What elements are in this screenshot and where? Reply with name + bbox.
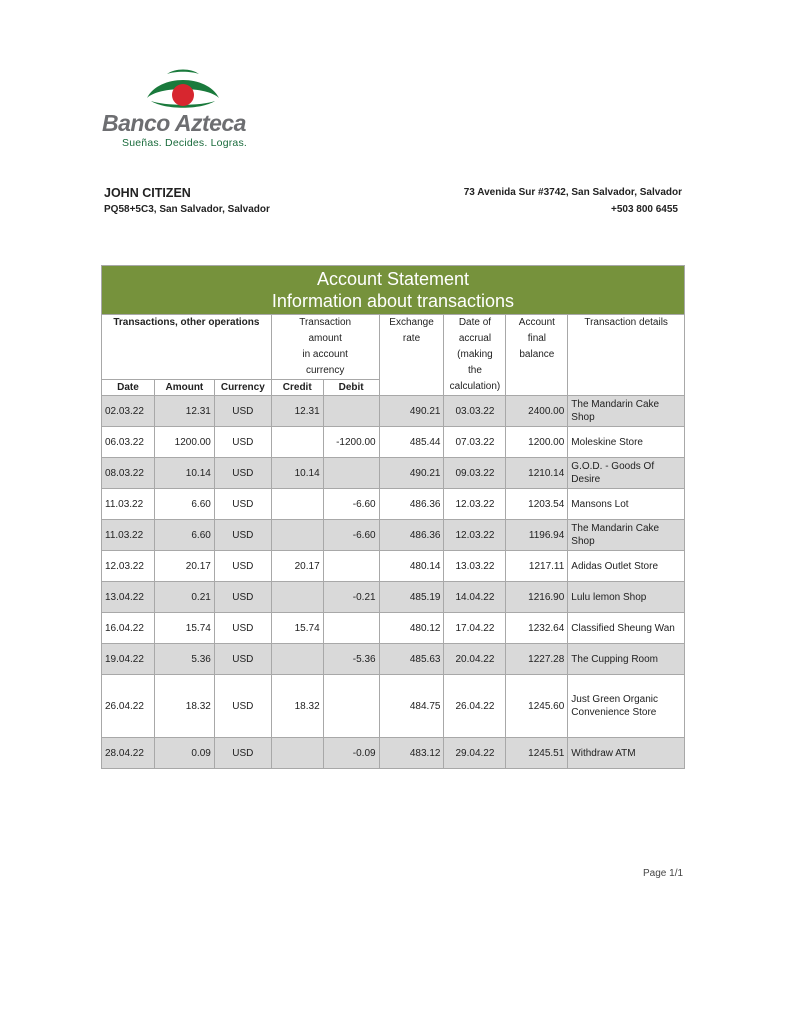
cell-credit <box>271 582 323 613</box>
bank-address: 73 Avenida Sur #3742, San Salvador, Salvador <box>463 187 682 198</box>
cell-currency: USD <box>214 551 271 582</box>
table-row <box>102 738 685 769</box>
cell-details: Lulu lemon Shop <box>568 582 685 613</box>
cell-date: 11.03.22 <box>102 489 155 520</box>
cell-accrual: 29.04.22 <box>444 738 506 769</box>
cell-date: 19.04.22 <box>102 644 155 675</box>
statement-table <box>101 265 685 769</box>
cell-currency: USD <box>214 520 271 551</box>
header-line: calculation) <box>449 381 501 392</box>
header-line: Exchange <box>389 317 434 328</box>
cell-rate: 485.44 <box>379 427 444 458</box>
table-row <box>102 582 685 613</box>
cell-balance: 1217.11 <box>506 551 568 582</box>
cell-rate: 486.36 <box>379 520 444 551</box>
cell-details: Adidas Outlet Store <box>568 551 685 582</box>
bank-phone: +503 800 6455 <box>610 204 678 215</box>
cell-credit <box>271 738 323 769</box>
cell-currency: USD <box>214 396 271 427</box>
cell-date: 08.03.22 <box>102 458 155 489</box>
cell-details: Classified Sheung Wan <box>568 613 685 644</box>
cell-amount: 20.17 <box>154 551 214 582</box>
header-line: Account <box>518 317 555 328</box>
header-exchange-rate <box>379 315 444 396</box>
cell-currency: USD <box>214 582 271 613</box>
header-currency: Currency <box>214 380 271 396</box>
cell-date: 13.04.22 <box>102 582 155 613</box>
cell-rate: 483.12 <box>379 738 444 769</box>
logo-emblem-icon <box>145 68 221 110</box>
bank-name: Banco Azteca <box>102 110 246 136</box>
header-amount: Amount <box>154 380 214 396</box>
header-line: Transaction <box>299 317 352 328</box>
cell-balance: 1216.90 <box>506 582 568 613</box>
cell-rate: 480.12 <box>379 613 444 644</box>
cell-accrual: 14.04.22 <box>444 582 506 613</box>
cell-details: The Mandarin Cake Shop <box>568 520 685 551</box>
cell-rate: 486.36 <box>379 489 444 520</box>
cell-credit: 10.14 <box>271 458 323 489</box>
cell-debit <box>323 675 379 738</box>
cell-date: 16.04.22 <box>102 613 155 644</box>
cell-credit: 12.31 <box>271 396 323 427</box>
cell-rate: 485.63 <box>379 644 444 675</box>
table-row <box>102 396 685 427</box>
cell-amount: 6.60 <box>154 520 214 551</box>
cell-rate: 480.14 <box>379 551 444 582</box>
cell-debit: -5.36 <box>323 644 379 675</box>
cell-date: 02.03.22 <box>102 396 155 427</box>
cell-rate: 484.75 <box>379 675 444 738</box>
customer-address: PQ58+5C3, San Salvador, Salvador <box>104 204 270 215</box>
table-row <box>102 675 685 738</box>
header-details: Transaction details <box>568 315 685 396</box>
cell-debit <box>323 551 379 582</box>
cell-balance: 1245.51 <box>506 738 568 769</box>
statement-subtitle: Information about transactions <box>271 291 515 311</box>
cell-currency: USD <box>214 458 271 489</box>
cell-date: 26.04.22 <box>102 675 155 738</box>
header-transactions-group: Transactions, other operations <box>102 315 272 380</box>
header-line: rate <box>402 333 421 344</box>
cell-date: 12.03.22 <box>102 551 155 582</box>
cell-details: The Cupping Room <box>568 644 685 675</box>
cell-details: Moleskine Store <box>568 427 685 458</box>
cell-accrual: 12.03.22 <box>444 489 506 520</box>
cell-accrual: 13.03.22 <box>444 551 506 582</box>
cell-currency: USD <box>214 427 271 458</box>
cell-accrual: 12.03.22 <box>444 520 506 551</box>
header-accrual-date <box>444 315 506 396</box>
cell-balance: 1200.00 <box>506 427 568 458</box>
cell-rate: 485.19 <box>379 582 444 613</box>
header-line: (making <box>457 349 493 360</box>
cell-credit <box>271 427 323 458</box>
cell-debit <box>323 458 379 489</box>
table-row <box>102 644 685 675</box>
cell-date: 11.03.22 <box>102 520 155 551</box>
cell-debit: -1200.00 <box>323 427 379 458</box>
cell-amount: 18.32 <box>154 675 214 738</box>
cell-balance: 1245.60 <box>506 675 568 738</box>
header-line: final <box>527 333 547 344</box>
header-line: amount <box>308 333 342 344</box>
table-row <box>102 427 685 458</box>
header-line: balance <box>519 349 555 360</box>
cell-balance: 1203.54 <box>506 489 568 520</box>
header-line: Date of <box>458 317 492 328</box>
cell-date: 28.04.22 <box>102 738 155 769</box>
cell-accrual: 20.04.22 <box>444 644 506 675</box>
cell-currency: USD <box>214 613 271 644</box>
table-row <box>102 458 685 489</box>
cell-accrual: 09.03.22 <box>444 458 506 489</box>
table-row <box>102 551 685 582</box>
cell-accrual: 26.04.22 <box>444 675 506 738</box>
cell-details: Just Green Organic Convenience Store <box>568 675 685 738</box>
cell-amount: 0.21 <box>154 582 214 613</box>
cell-details: Withdraw ATM <box>568 738 685 769</box>
cell-balance: 1227.28 <box>506 644 568 675</box>
cell-currency: USD <box>214 675 271 738</box>
cell-balance: 1210.14 <box>506 458 568 489</box>
cell-debit: -6.60 <box>323 489 379 520</box>
cell-credit: 15.74 <box>271 613 323 644</box>
table-row <box>102 489 685 520</box>
cell-debit: -0.21 <box>323 582 379 613</box>
cell-balance: 2400.00 <box>506 396 568 427</box>
cell-credit: 18.32 <box>271 675 323 738</box>
cell-debit: -6.60 <box>323 520 379 551</box>
cell-amount: 12.31 <box>154 396 214 427</box>
table-row <box>102 520 685 551</box>
transactions-body <box>102 396 685 769</box>
header-amount-group <box>271 315 379 380</box>
statement-title: Account Statement <box>316 269 470 289</box>
header-line: the <box>468 365 482 376</box>
cell-amount: 10.14 <box>154 458 214 489</box>
table-row <box>102 613 685 644</box>
cell-details: Mansons Lot <box>568 489 685 520</box>
cell-details: The Mandarin Cake Shop <box>568 396 685 427</box>
header-line: currency <box>306 365 345 376</box>
customer-name: JOHN CITIZEN <box>104 186 191 200</box>
cell-debit <box>323 396 379 427</box>
cell-rate: 490.21 <box>379 396 444 427</box>
header-line: in account <box>302 349 348 360</box>
page-number: Page 1/1 <box>643 868 684 879</box>
cell-currency: USD <box>214 738 271 769</box>
bank-logo <box>100 68 270 150</box>
header-debit: Debit <box>323 380 379 396</box>
cell-debit <box>323 613 379 644</box>
cell-accrual: 07.03.22 <box>444 427 506 458</box>
cell-details: G.O.D. - Goods Of Desire <box>568 458 685 489</box>
cell-amount: 0.09 <box>154 738 214 769</box>
cell-amount: 15.74 <box>154 613 214 644</box>
header-final-balance <box>506 315 568 396</box>
cell-credit <box>271 489 323 520</box>
cell-date: 06.03.22 <box>102 427 155 458</box>
cell-currency: USD <box>214 489 271 520</box>
cell-currency: USD <box>214 644 271 675</box>
cell-debit: -0.09 <box>323 738 379 769</box>
cell-credit <box>271 644 323 675</box>
cell-accrual: 17.04.22 <box>444 613 506 644</box>
cell-credit <box>271 520 323 551</box>
header-date: Date <box>102 380 155 396</box>
header-line: accrual <box>458 333 492 344</box>
statement-banner <box>102 266 685 315</box>
cell-amount: 6.60 <box>154 489 214 520</box>
cell-rate: 490.21 <box>379 458 444 489</box>
cell-balance: 1232.64 <box>506 613 568 644</box>
bank-slogan: Sueñas. Decides. Logras. <box>122 137 248 149</box>
cell-amount: 5.36 <box>154 644 214 675</box>
header-credit: Credit <box>271 380 323 396</box>
cell-amount: 1200.00 <box>154 427 214 458</box>
cell-balance: 1196.94 <box>506 520 568 551</box>
cell-credit: 20.17 <box>271 551 323 582</box>
cell-accrual: 03.03.22 <box>444 396 506 427</box>
